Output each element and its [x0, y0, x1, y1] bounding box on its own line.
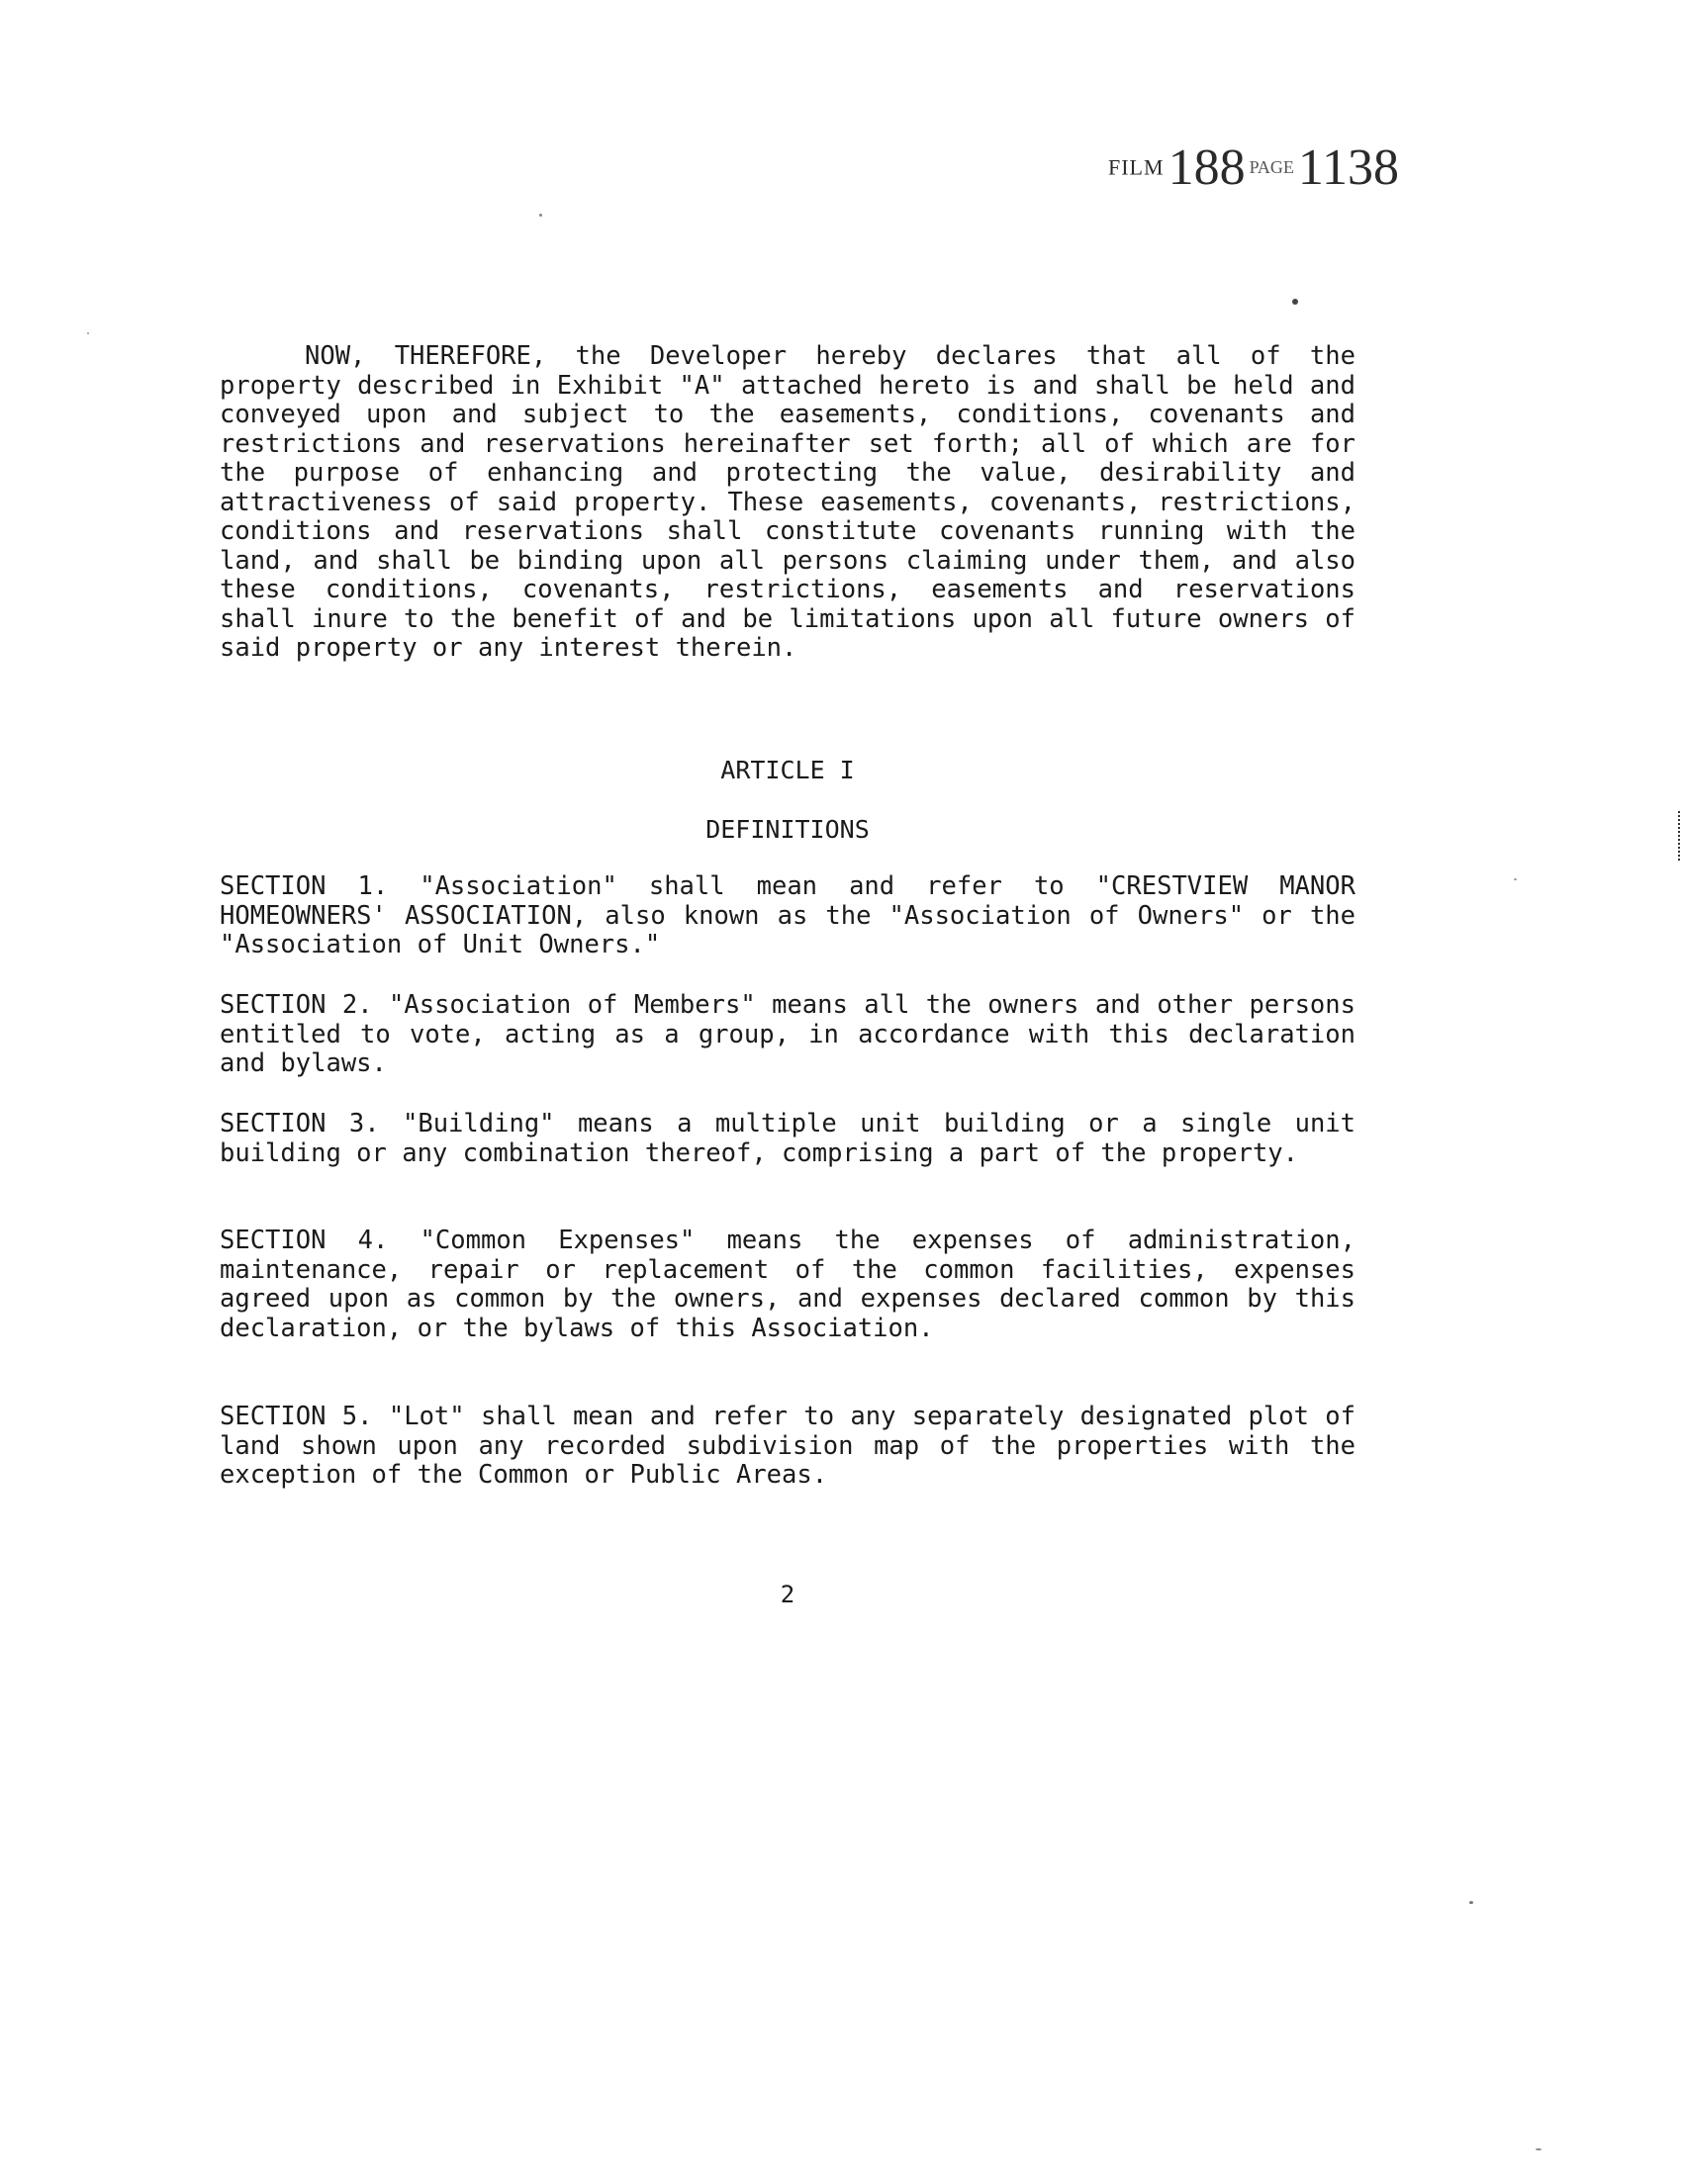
stamp-film-number: 188 — [1168, 139, 1246, 196]
article-subtitle: DEFINITIONS — [705, 815, 870, 844]
edge-mark — [1678, 811, 1682, 861]
section-1-paragraph: SECTION 1. "Association" shall mean and refer to "CRESTVIEW MANOR HOMEOWNERS' ASSOCIATION, also known as the "Association of Owners" or the "Association of Unit Owners." — [220, 871, 1355, 959]
page-number: 2 — [780, 1581, 795, 1608]
scan-speck — [539, 214, 542, 217]
section-3-paragraph: SECTION 3. "Building" means a multiple unit building or a single unit building or any combination thereof, comprising a part of the property. — [220, 1109, 1355, 1168]
section-4-paragraph: SECTION 4. "Common Expenses" means the expenses of administration, maintenance, repair or replacement of the common facilities, expenses agreed upon as common by the owners, and expenses declared common by this declaration, or the bylaws of this Association. — [220, 1226, 1355, 1343]
recording-stamp — [1108, 138, 1405, 194]
section-2-paragraph: SECTION 2. "Association of Members" means all the owners and other persons entitled to vote, acting as a group, in accordance with this declaration and bylaws. — [220, 990, 1355, 1078]
scan-speck — [1469, 1901, 1473, 1904]
scan-speck — [1514, 878, 1517, 880]
scan-speck — [87, 332, 89, 334]
stamp-page-number: 1138 — [1297, 139, 1399, 196]
stamp-prefix: FILM — [1108, 154, 1165, 180]
preamble-paragraph: NOW, THEREFORE, the Developer hereby declares that all of the property described in Exhibit "A" attached hereto is and shall be held and conveyed upon and subject to the easements, conditions, covenants and restrictions and reservations hereinafter set forth; all of which are for the purpose of enhancing and protecting the value, desirability and attractiveness of said property. These easements, covenants, restrictions, conditions and reservations shall constitute covenants running with the land, and shall be binding upon all persons claiming under them, and also these conditions, covenants, restrictions, easements and reservations shall inure to the benefit of and be limitations upon all future owners of said property or any interest therein. — [220, 341, 1355, 663]
stamp-page-label: PAGE — [1249, 157, 1294, 177]
section-5-paragraph: SECTION 5. "Lot" shall mean and refer to any separately designated plot of land shown upon any recorded subdivision map of the properties with the exception of the Common or Public Areas. — [220, 1402, 1355, 1490]
scan-speck — [1292, 299, 1298, 305]
article-title: ARTICLE I — [720, 756, 855, 784]
scan-speck — [1536, 2148, 1542, 2150]
